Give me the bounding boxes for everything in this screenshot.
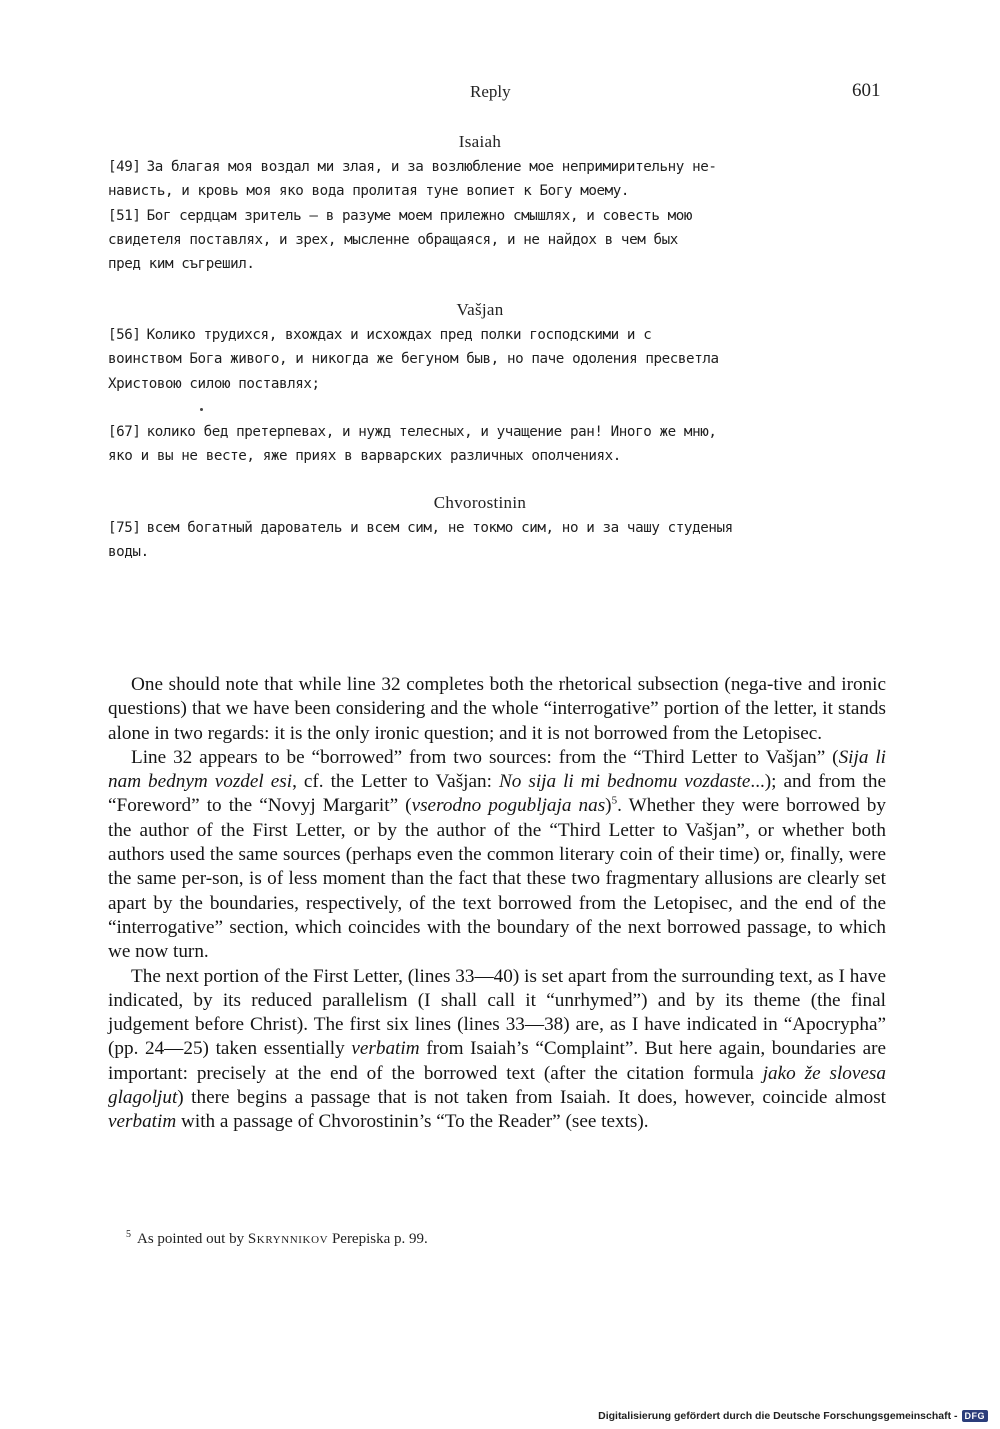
quote-text: Бог сердцам зритель – в разуме моем прилежно смышлях, и совесть мою свидетеля поставлях, и зрех, мысленне обращаяся, и не найдох в чем бых пред ким съгрешил. (108, 207, 693, 273)
quote-text: всем богатный дарователь и всем сим, не токмо сим, но и за чашу студеныя воды. (108, 520, 733, 561)
page-number: 601 (852, 80, 881, 101)
footnote-mark: 5 (126, 1229, 131, 1240)
paragraph-3: The next portion of the First Letter, (lines 33—40) is set apart from the surrounding text, as I have indicated, by its reduced parallelism (I shall call it “unrhymed”) and by its theme (the final judgement before Christ). The first six lines (lines 33—38) are, as I have indicated in “Apocrypha” (pp. 24—25) taken essentially verbatim from Isaiah’s “Complaint”. But here again, boundaries are important: precisely at the end of the borrowed text (after the citation formula jako že slovesa glagoljut) there begins a passage that is not taken from Isaiah. It does, however, coincide almost verbatim with a passage of Chvorostinin’s “To the Reader” (see texts). (108, 965, 886, 1133)
line-number: [49] (108, 159, 141, 175)
footnote: $^5$ As pointed out by Skrynnikov Perepiska p. 99. (126, 1229, 428, 1247)
quote-text: колико бед претерпевах, и нужд телесных, и учащение ран! Иного же мню, яко и вы не весте, яже приях в варварских различных ополчениях. (108, 424, 717, 465)
paragraph-2: Line 32 appears to be “borrowed” from two sources: from the “Third Letter to Vašjan” (Sija li nam bednym vozdel esi, cf. the Letter to Vašjan: No sija li mi bednomu vozdaste...); and from the “Foreword” to the “Novyj Margarit” (vserodno pogubljaja nas)$^5$. Whether they were borrowed by the author of the First Letter, or by the author of the “Third Letter to Vašjan”, or whether both authors used the same sources (perhaps even the common literary coin of their time) or, finally, were the same per-son, is of less moment than the fact that these two fragmentary allusions are clearly set apart by the boundaries, respectively, of the text borrowed from the Letopisec, and the end of the “interrogative” section, which coincides with the boundary of the next borrowed passage, to which we now turn. (108, 746, 886, 963)
credit-text: Digitalisierung gefördert durch die Deutsche Forschungsgemeinschaft - (598, 1410, 958, 1422)
footnote-reference[interactable]: 5 (611, 795, 618, 808)
scan-speck (200, 408, 203, 411)
quote-entry (108, 155, 856, 204)
line-number: [56] (108, 327, 141, 343)
section-heading-chvorostinin: Chvorostinin (433, 493, 527, 512)
cited-author: Skrynnikov (247, 1231, 329, 1247)
section-heading-vasjan: Vašjan (456, 300, 504, 319)
digitization-credit (598, 1410, 988, 1422)
quote-block-vasjan (108, 323, 856, 396)
quote-entry (108, 323, 856, 396)
paragraph-1: One should note that while line 32 completes both the rhetorical subsection (nega-tive and ironic questions) that we have been considering and the whole “interrogative” portion of the letter, it stands alone in two regards: it is the only ironic question; and it is not borrowed from the Letopisec. (108, 674, 886, 744)
body-text (108, 673, 886, 1135)
quote-block-isaiah (108, 155, 856, 276)
dfg-logo: DFG (962, 1410, 989, 1422)
quote-entry (108, 516, 856, 565)
quote-block-chvorostinin (108, 516, 856, 565)
running-head: Reply (470, 82, 511, 101)
quote-text: Колико трудихся, вхождах и исхождах пред полки господскими и с воинством Бога живого, и никогда же бегуном быв, но паче одоления пресветла Христовою силою поставлях; (108, 327, 719, 392)
quote-text: За благая моя воздал ми злая, и за возлюбление мое непримирительну не- нависть, и кровь моя яко вода пролитая туне вопиет к Богу моему. (108, 159, 717, 200)
line-number: [51] (108, 207, 141, 224)
section-heading-isaiah: Isaiah (458, 132, 502, 151)
quote-block-vasjan-2 (108, 420, 856, 469)
line-number: [67] (108, 424, 141, 440)
quote-entry (108, 204, 856, 277)
line-number: [75] (108, 520, 141, 536)
quote-entry (108, 420, 856, 469)
